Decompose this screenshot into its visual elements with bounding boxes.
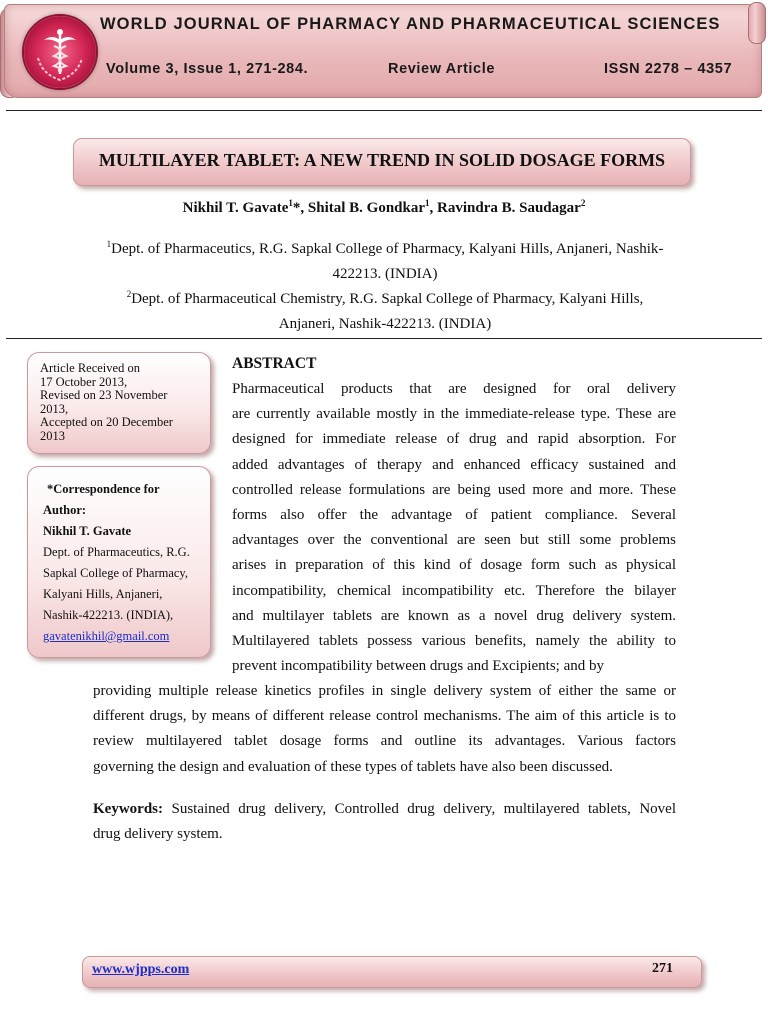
correspondence-line: Sapkal College of Pharmacy, [43, 566, 188, 580]
abstract-line: governing the design and evaluation of these types of tablets have also been discussed. [93, 758, 613, 775]
abstract-line: review multilayered tablet dosage forms and outline its advantages. Various factors [93, 733, 676, 750]
article-title: MULTILAYER TABLET: A NEW TREND IN SOLID DOSAGE FORMS [98, 150, 666, 170]
correspondence-box [27, 466, 211, 658]
history-line: 2013, [40, 401, 69, 416]
journal-website-link[interactable]: www.wjpps.com [92, 962, 190, 977]
author-name: Nikhil T. Gavate [182, 200, 289, 216]
journal-title: WORLD JOURNAL OF PHARMACY AND PHARMACEUTICAL SCIENCES [100, 15, 721, 33]
history-line: 2013 [40, 428, 65, 443]
issn: ISSN 2278 – 4357 [604, 61, 733, 77]
abstract-line: forms also offer the advantage of patient compliance. Several [232, 506, 676, 523]
correspondence-email-link[interactable]: gavatenikhil@gmail.com [43, 629, 170, 643]
page-number: 271 [652, 961, 673, 976]
abstract-full-width-text [93, 679, 676, 780]
logo-graphic [24, 16, 96, 88]
keywords-text: drug delivery system. [93, 826, 223, 843]
author-list [0, 198, 768, 217]
affiliation-line: 422213. (INDIA) [332, 266, 438, 282]
affiliation-line: Anjaneri, Nashik-422213. (INDIA) [278, 316, 492, 332]
affiliation-1 [90, 232, 680, 287]
abstract-line: incompatibility, chemical incompatibility etc. Therefore the bilayer [232, 582, 676, 599]
abstract-line: are currently available mostly in the immediate-release type. These are [232, 406, 676, 423]
article-type: Review Article [388, 61, 495, 77]
keywords-block [93, 797, 676, 847]
abstract-line: Multilayered tablets possess various benefits, namely the ability to [232, 632, 676, 649]
article-title-box [73, 138, 691, 186]
author-affil-marker: 2 [580, 198, 586, 208]
correspondence-name: Nikhil T. Gavate [43, 524, 132, 538]
author-affil-marker: 1 [288, 198, 293, 208]
affiliation-divider [6, 338, 762, 339]
abstract-line: prevent incompatibility between drugs and Excipients; and by [232, 658, 604, 675]
author-separator: *, [292, 200, 308, 216]
correspondence-line: Nashik-422213. (INDIA), [43, 608, 174, 622]
author-affil-marker: 1 [425, 198, 430, 208]
article-history-box [27, 352, 211, 454]
volume-issue: Volume 3, Issue 1, 271-284. [106, 61, 309, 77]
author-name: Ravindra B. Saudagar [437, 200, 581, 216]
affiliation-line: Dept. of Pharmaceutics, R.G. Sapkal College of Pharmacy, Kalyani Hills, Anjaneri, Nashik- [111, 241, 664, 257]
abstract-column-text [232, 377, 676, 679]
abstract-line: arises in preparation of this kind of dosage form such as physical [232, 557, 676, 574]
banner-scroll-curl-right [748, 2, 766, 44]
abstract-line: advantages over the conventional are seen but still some problems [232, 532, 676, 549]
keywords-text: Sustained drug delivery, Controlled drug delivery, multilayered tablets, Novel [163, 801, 676, 817]
abstract-line: designed for immediate release of drug and rapid absorption. For [232, 431, 676, 448]
correspondence-heading: Author: [43, 503, 87, 517]
abstract-heading: ABSTRACT [232, 355, 317, 372]
header-divider [6, 110, 762, 111]
history-line: Accepted on 20 December [40, 415, 173, 429]
abstract-line: added advantages of therapy and enhanced efficacy sustained and [232, 456, 676, 473]
author-separator: , [429, 200, 438, 216]
caduceus-emblem-icon [22, 14, 98, 90]
keywords-label: Keywords: [93, 801, 163, 817]
affiliation-2 [90, 282, 680, 337]
abstract-line: providing multiple release kinetics profiles in single delivery system of either the same or [93, 683, 676, 699]
affiliation-line: Dept. of Pharmaceutical Chemistry, R.G. Sapkal College of Pharmacy, Kalyani Hills, [131, 291, 644, 307]
abstract-line: Pharmaceutical products that are designed for oral delivery [232, 381, 676, 397]
history-line: 17 October 2013, [40, 374, 128, 389]
correspondence-line: Kalyani Hills, Anjaneri, [43, 587, 163, 601]
history-line: Revised on 23 November [40, 388, 168, 402]
affiliation-marker: 2 [126, 289, 132, 299]
correspondence-heading: *Correspondence for [47, 482, 160, 496]
abstract-line: controlled release formulations are being used more and more. These [232, 481, 676, 498]
author-name: Shital B. Gondkar [307, 200, 426, 216]
correspondence-line: Dept. of Pharmaceutics, R.G. [43, 545, 190, 559]
abstract-line: different drugs, by means of different release control mechanisms. The aim of this article is to [93, 708, 676, 725]
history-line: Article Received on [40, 361, 140, 375]
affiliation-marker: 1 [106, 239, 112, 249]
abstract-line: and multilayer tablets are known as a novel drug delivery system. [232, 607, 676, 624]
